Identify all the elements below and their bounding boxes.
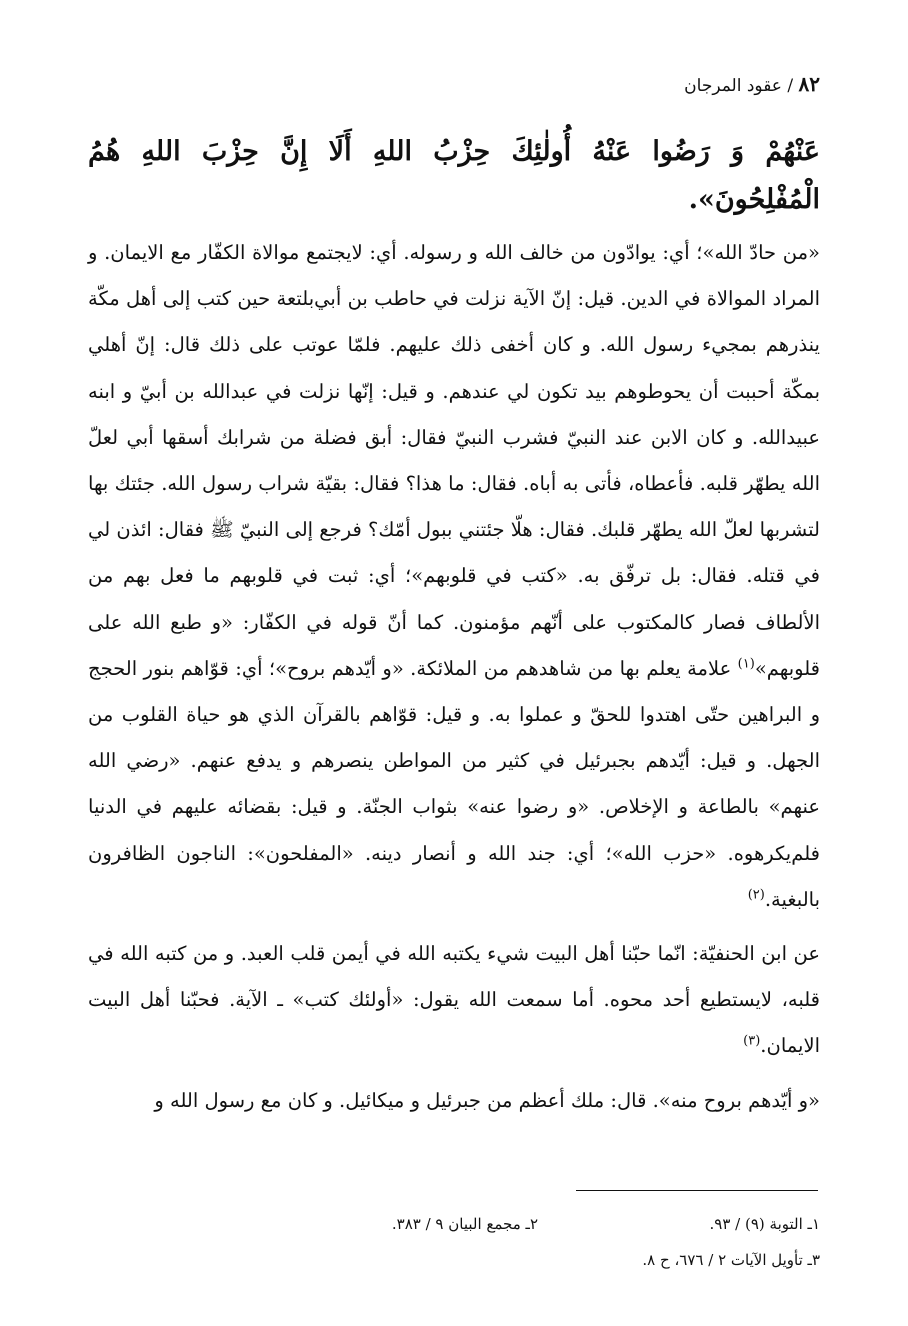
- footnote-row: [88, 1206, 820, 1242]
- footnote-1: ١ـ التوبة (٩) / ٩٣.: [709, 1215, 820, 1233]
- paragraph-text: «من حادّ الله»؛ أي: يوادّون من خالف الله و رسوله. أي: لايجتمع موالاة الكفّار مع الايمان. و المراد الموالاة في الدين. قيل: إنّ الآية نزلت في حاطب بن أبي‌بلتعة حين كتب إلى أهل مكّة ينذرهم بمجيء رسول الله. و كان أخفى ذلك عليهم. فلمّا عوتب على ذلك قال: إنّ أهلي بمكّة أحببت أن يحوطوهم بيد تكون لي عندهم. و قيل: إنّها نزلت في عبدالله بن أبيّ و ابنه عبيدالله. و كان الابن عند النبيّ فشرب النبيّ فقال: أبق فضلة من شرابك أسقها أبي لعلّ الله يطهّر قلبه. فأعطاه، فأتى به أباه. فقال: ما هذا؟ فقال: بقيّة شراب رسول الله. جئتك بها لتشربها لعلّ الله يطهّر قلبك. فقال: هلّا جئتني ببول أمّك؟ فرجع إلى النبيّ ﷺ فقال: ائذن لي في قتله. فقال: بل ترفّق به. «كتب في قلوبهم»؛ أي: ثبت في قلوبهم ما فعل بهم من الألطاف فصار كالمكتوب على أنّهم مؤمنون. كما أنّ قوله في الكفّار: «و طبع الله على قلوبهم»: [88, 241, 820, 680]
- footnote-ref-2: (٢): [747, 887, 765, 903]
- body-text: [88, 128, 820, 1132]
- header-separator: /: [787, 76, 794, 96]
- footnote-ref-1: (١): [737, 656, 755, 672]
- paragraph-text-continued: علامة يعلم بها من شاهدهم من الملائكة. «و أيّدهم بروح»؛ أي: قوّاهم بنور الحجج و البراهين حتّى اهتدوا للحقّ و عملوا به. و قيل: قوّاهم بالقرآن الذي هو حياة القلوب من الجهل. و قيل: أيّدهم بجبرئيل في كثير من المواطن ينصرهم و يدفع عنهم. «رضي الله عنهم» بالطاعة و الإخلاص. «و رضوا عنه» بثواب الجنّة. و قيل: بقضائه عليهم في الدنيا فلم‌يكرهوه. «حزب الله»؛ أي: جند الله و أنصار دينه. «المفلحون»: الناجون الظافرون بالبغية.: [88, 656, 820, 911]
- book-title: عقود المرجان: [684, 76, 782, 96]
- paragraph-ruh: [88, 1078, 820, 1124]
- page-number: ٨٢: [798, 72, 820, 96]
- footnote-row: [88, 1242, 820, 1278]
- paragraph-text: «و أيّدهم بروح منه». قال: ملك أعظم من جبرئيل و ميكائيل. و كان مع رسول الله و: [154, 1088, 820, 1112]
- footnote-divider: [576, 1190, 818, 1191]
- paragraph-ibn-hanafiyya: [88, 931, 820, 1070]
- footnote-ref-3: (٣): [743, 1033, 761, 1049]
- footnotes: [88, 1206, 820, 1278]
- quran-verse: عَنْهُمْ وَ رَضُوا عَنْهُ أُولٰئِكَ حِزْبُ اللهِ أَلَا إِنَّ حِزْبَ اللهِ هُمُ الْمُفْلِحُونَ».: [88, 136, 820, 215]
- footnote-3: ٣ـ تأويل الآيات ٢ / ٦٧٦، ح ٨.: [642, 1251, 820, 1269]
- footnote-2: ٢ـ مجمع البيان ٩ / ٣٨٣.: [391, 1215, 538, 1233]
- paragraph-text: عن ابن الحنفيّة: انّما حبّنا أهل البيت شيء يكتبه الله في أيمن قلب العبد. و من كتبه الله في قلبه، لايستطيع أحد محوه. أما سمعت الله يقول: «أولئك كتب» ـ الآية. فحبّنا أهل البيت الايمان.: [88, 942, 820, 1058]
- paragraph-commentary: [88, 230, 820, 923]
- running-header: [684, 72, 820, 96]
